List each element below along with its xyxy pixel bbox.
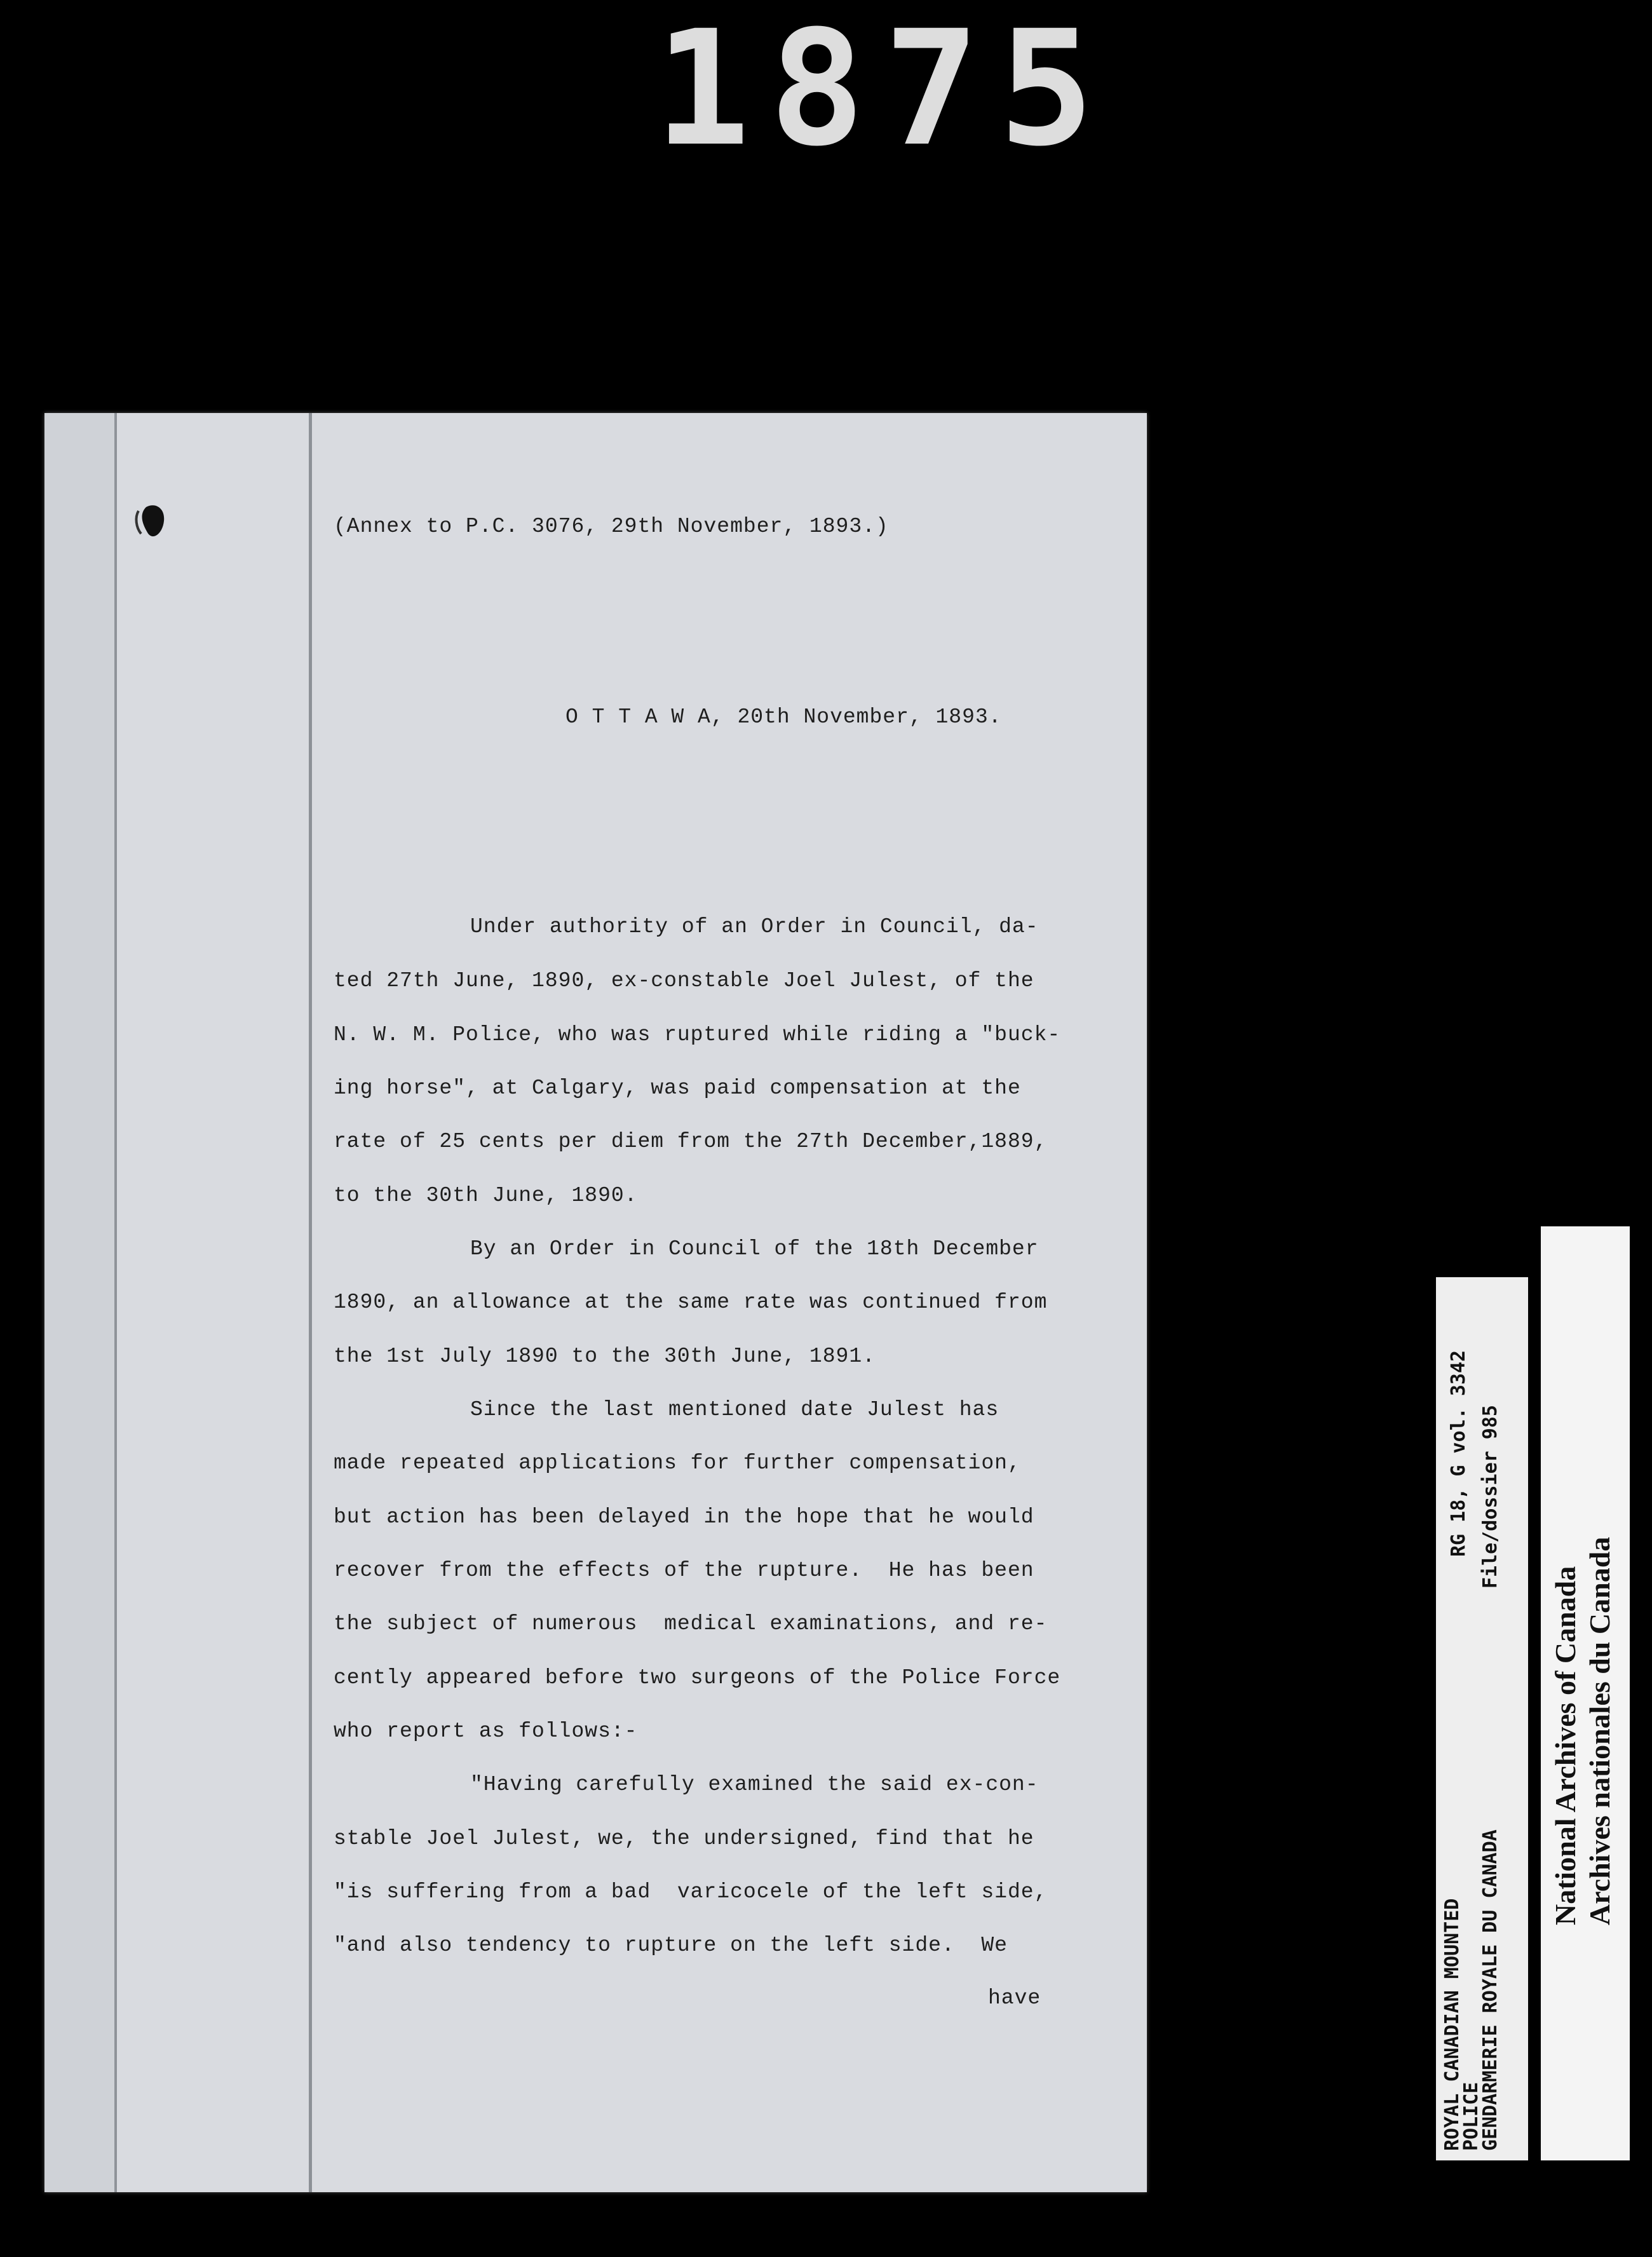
body-line-16: who report as follows:- (334, 1719, 638, 1743)
punch-hole-mark (133, 502, 172, 546)
body-line-10: Since the last mentioned date Julest has (470, 1398, 999, 1421)
label-line-3: GENDARMERIE ROYALE DU CANADA (1479, 1829, 1501, 2151)
label-ref: RG 18, G vol. 3342 (1447, 1350, 1470, 1557)
left-margin-strip (44, 413, 117, 2192)
body-line-5: rate of 25 cents per diem from the 27th December,1889, (334, 1130, 1048, 1153)
body-line-17: "Having carefully examined the said ex-con- (470, 1773, 1039, 1796)
archive-stamp-label (1541, 1226, 1630, 2160)
archive-name-en: National Archives of Canada (1549, 1566, 1581, 1925)
label-file: File/dossier 985 (1479, 1405, 1501, 1589)
body-line-12: but action has been delayed in the hope that he would (334, 1505, 1034, 1529)
body-line-20: "and also tendency to rupture on the left side. We (334, 1934, 1008, 1957)
body-line-19: "is suffering from a bad varicocele of the left side, (334, 1880, 1048, 1904)
body-line-1: Under authority of an Order in Council, da- (470, 915, 1039, 939)
body-line-13: recover from the effects of the rupture. He has been (334, 1559, 1034, 1582)
margin-rule (309, 413, 312, 2192)
label-line-1: ROYAL CANADIAN MOUNTED (1441, 1898, 1463, 2151)
frame-number: 1875 (654, 0, 1114, 181)
body-line-8: 1890, an allowance at the same rate was continued from (334, 1291, 1048, 1314)
body-line-3: N. W. M. Police, who was ruptured while riding a "buck- (334, 1023, 1061, 1047)
body-line-4: ing horse", at Calgary, was paid compensation at the (334, 1076, 1021, 1100)
annex-line: (Annex to P.C. 3076, 29th November, 1893.) (334, 515, 889, 538)
body-line-15: cently appeared before two surgeons of the Police Force (334, 1666, 1061, 1690)
document-page (44, 413, 1147, 2192)
body-line-14: the subject of numerous medical examinations, and re- (334, 1612, 1048, 1636)
catchword: have (988, 1986, 1041, 2010)
archive-name-fr: Archives nationales du Canada (1583, 1536, 1616, 1925)
body-line-18: stable Joel Julest, we, the undersigned, find that he (334, 1827, 1034, 1850)
archive-reference-label (1436, 1277, 1528, 2160)
body-line-11: made repeated applications for further compensation, (334, 1451, 1021, 1475)
body-line-9: the 1st July 1890 to the 30th June, 1891. (334, 1345, 876, 1368)
body-line-2: ted 27th June, 1890, ex-constable Joel Julest, of the (334, 969, 1034, 993)
label-line-2: POLICE (1460, 2082, 1482, 2151)
dateline: O T T A W A, 20th November, 1893. (565, 705, 1002, 729)
body-line-7: By an Order in Council of the 18th December (470, 1237, 1039, 1261)
body-line-6: to the 30th June, 1890. (334, 1184, 638, 1207)
